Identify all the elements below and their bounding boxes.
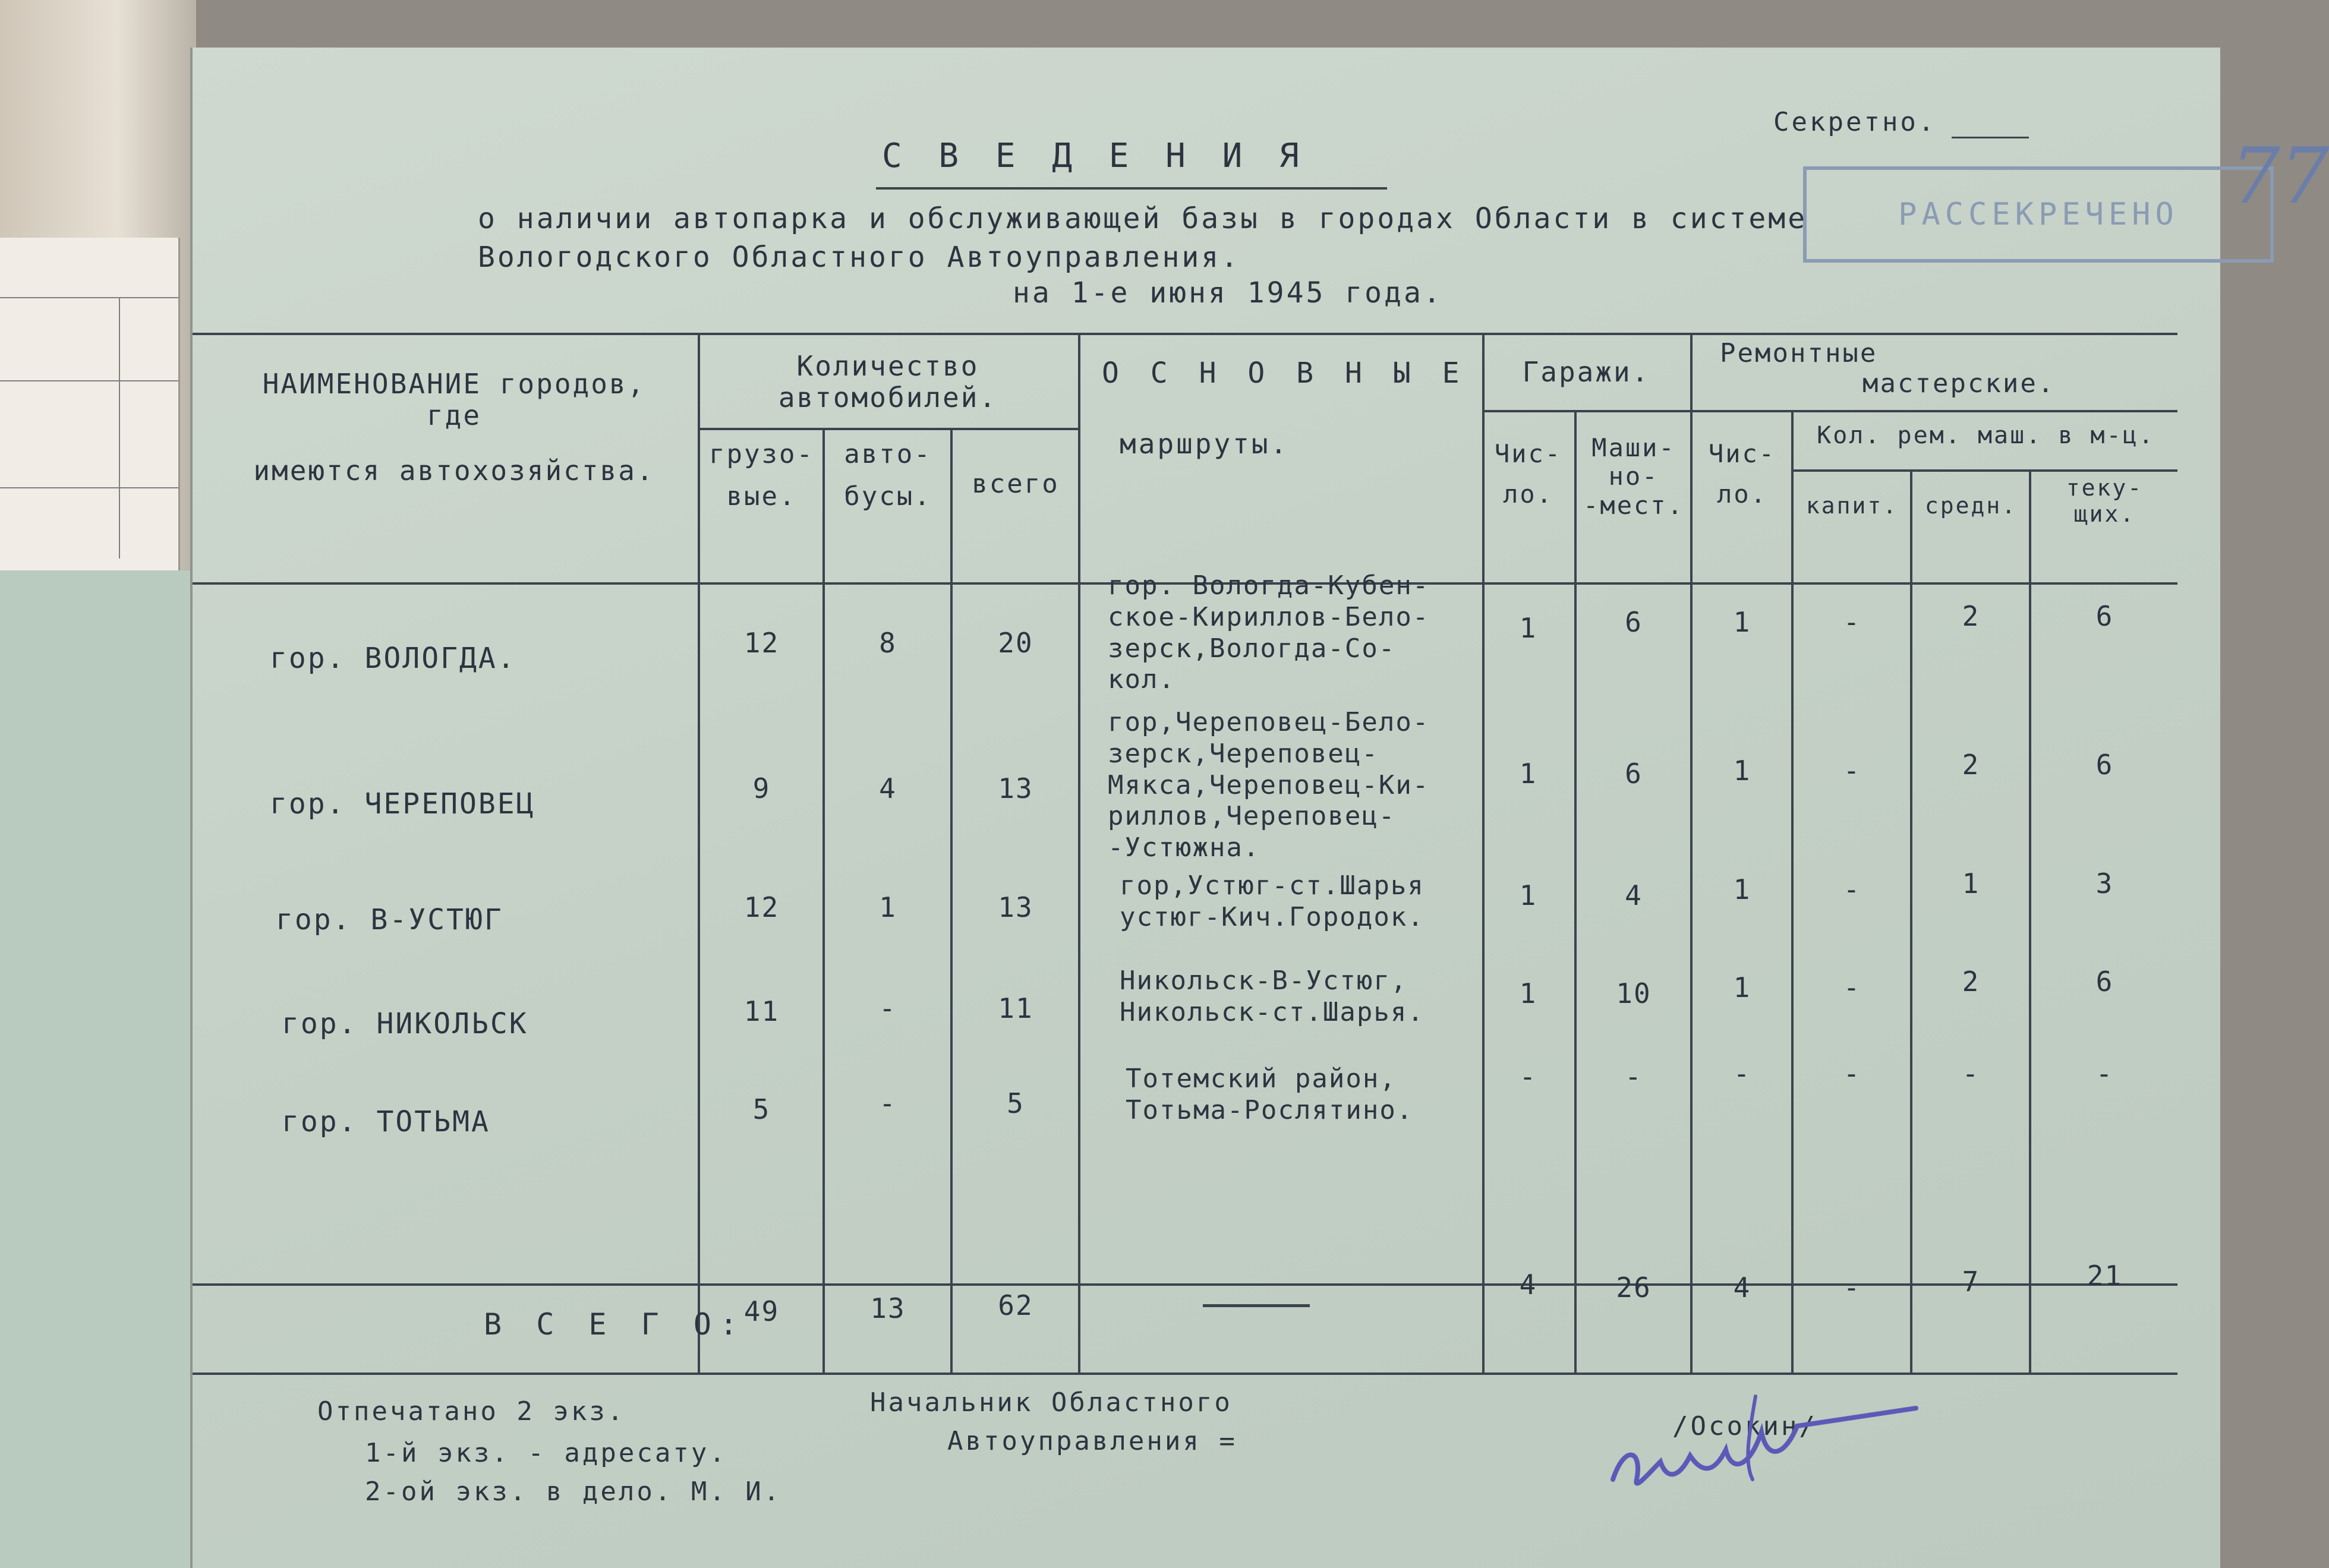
cell-medium: 2 (1962, 749, 1980, 781)
cell-garages: 1 (1519, 977, 1537, 1009)
header-repair-kinds: Кол. рем. маш. в м-ц. (1817, 422, 2155, 449)
cell-current: 6 (2095, 600, 2114, 632)
repair-subrule (1791, 469, 2177, 472)
cell-total: 11 (998, 992, 1033, 1024)
cell-medium: 2 (1962, 966, 1980, 998)
header-garage-count-line: Чис- (1494, 439, 1562, 468)
header-current-line: щих. (2073, 500, 2136, 527)
cell-routes: гор,Устюг-ст.Шарья устюг-Кич.Городок. (1120, 870, 1424, 932)
header-garage-places-line: но- (1608, 462, 1659, 491)
header-capital: капит. (1805, 493, 1899, 519)
header-repair-count-line: Чис- (1708, 439, 1776, 468)
header-garage-count-line: ло. (1503, 479, 1553, 509)
cell-places: 6 (1625, 758, 1643, 790)
col-divider (1574, 410, 1577, 1373)
cell-buses: - (879, 1087, 897, 1119)
subtitle-line-3: на 1-е июня 1945 года. (1013, 276, 1443, 310)
header-repair-count-line: ло. (1717, 479, 1767, 509)
vehicles-subrule (698, 428, 1078, 430)
header-city-line: имеются автохозяйства. (253, 454, 655, 487)
handwritten-signature (1607, 1361, 1964, 1503)
total-trucks: 49 (743, 1295, 780, 1327)
routes-total-dash (1203, 1304, 1310, 1307)
header-total: всего (972, 469, 1060, 499)
header-vehicles-line: Количество (796, 350, 979, 382)
header-repair (1696, 339, 2177, 399)
cell-current: 6 (2095, 749, 2114, 781)
col-divider (1791, 410, 1794, 1373)
city-name: гор. В-УСТЮГ (276, 903, 503, 936)
col-divider (698, 333, 700, 1373)
cell-trucks: 5 (752, 1093, 771, 1125)
cell-trucks: 9 (752, 772, 771, 804)
footer-chief-line2: Автоуправления = (947, 1426, 1237, 1456)
header-trucks (701, 440, 822, 512)
secret-label: Секретно. (1773, 107, 1937, 137)
cell-routes: Никольск-В-Устюг, Никольск-ст.Шарья. (1120, 966, 1424, 1027)
header-buses-line: бусы. (844, 481, 932, 512)
total-repair: 4 (1733, 1272, 1751, 1304)
table-rule-top (193, 333, 2177, 335)
col-divider (950, 428, 953, 1373)
cell-trucks: 12 (743, 891, 780, 923)
header-current-line: теку- (2066, 475, 2144, 501)
left-page-rule (0, 487, 178, 488)
document-title: С В Е Д Е Н И Я (882, 137, 1307, 175)
header-garage-count (1482, 440, 1574, 509)
footer-copy2: 2-ой экз. в дело. М. И. (365, 1476, 782, 1507)
cell-places: 10 (1616, 977, 1652, 1009)
city-name: гор. ВОЛОГДА. (270, 642, 516, 675)
cell-garages: - (1519, 1061, 1537, 1093)
cell-garages: 1 (1519, 612, 1537, 644)
header-repair-line: Ремонтные (1720, 338, 1878, 368)
cell-total: 13 (998, 772, 1033, 804)
col-divider (1910, 469, 1912, 1373)
subtitle-line-2: Вологодского Областного Автоуправления. (478, 241, 1241, 274)
header-vehicles-line: автомобилей. (778, 381, 998, 414)
header-garage-places (1577, 434, 1690, 520)
cell-medium: 2 (1962, 600, 1980, 632)
city-name: гор. НИКОЛЬСК (282, 1007, 528, 1040)
title-underline (876, 187, 1387, 190)
header-buses (825, 440, 950, 512)
cell-trucks: 11 (743, 995, 780, 1027)
left-page-stub (0, 238, 180, 570)
cell-total: 13 (998, 891, 1033, 923)
total-total: 62 (998, 1289, 1033, 1321)
header-routes: маршруты. (1120, 428, 1290, 460)
header-garages: Гаражи. (1522, 356, 1650, 388)
cell-repair: 1 (1733, 755, 1751, 787)
cell-capital: - (1843, 755, 1861, 787)
cell-buses: 4 (879, 772, 897, 804)
header-current (2032, 475, 2177, 527)
secret-underline (1952, 137, 2029, 138)
declassified-stamp: РАССЕКРЕЧЕНО (1803, 166, 2274, 263)
document-sheet (190, 48, 2329, 1568)
cell-garages: 1 (1519, 879, 1537, 911)
cell-repair: 1 (1733, 971, 1751, 1004)
header-trucks-line: вые. (726, 481, 797, 512)
cell-buses: 1 (879, 891, 897, 923)
left-page-rule (0, 297, 178, 298)
cell-capital: - (1843, 971, 1861, 1004)
cell-total: 5 (1007, 1087, 1025, 1119)
cell-capital: - (1843, 873, 1861, 906)
left-page-rule (119, 297, 120, 559)
col-divider (822, 428, 825, 1373)
header-garage-places-line: -мест. (1583, 490, 1684, 520)
cell-medium: - (1962, 1058, 1980, 1090)
cell-repair: 1 (1733, 873, 1751, 906)
header-trucks-line: грузо- (709, 439, 814, 469)
total-garages: 4 (1519, 1269, 1537, 1301)
cell-repair: 1 (1733, 606, 1751, 638)
cell-current: 6 (2095, 966, 2114, 998)
cell-buses: 8 (879, 627, 897, 659)
cell-places: 6 (1625, 606, 1643, 638)
header-city-line: НАИМЕНОВАНИЕ городов, (262, 368, 646, 400)
col-divider (1690, 333, 1693, 1373)
footer-chief-line1: Начальник Областного (870, 1387, 1233, 1418)
cell-routes: гор. Вологда-Кубен- ское-Кириллов-Бело- зерск,Вологда-Со- кол. (1108, 570, 1430, 695)
header-medium: средн. (1924, 493, 2018, 519)
city-name: гор. ЧЕРЕПОВЕЦ (270, 787, 535, 821)
cell-routes: гор,Череповец-Бело- зерск,Череповец- Мякса,Череповец-Ки- риллов,Череповец- -Устюжна. (1108, 707, 1430, 863)
totals-label: В С Е Г О: (484, 1307, 746, 1342)
cell-medium: 1 (1962, 867, 1980, 900)
footer-printed: Отпечатано 2 экз. (317, 1396, 626, 1427)
city-name: гор. ТОТЬМА (282, 1105, 490, 1138)
footer-copy1: 1-й экз. - адресату. (365, 1438, 727, 1468)
handwritten-page-number: 77 (2231, 131, 2329, 221)
cell-current: 3 (2095, 867, 2114, 900)
total-places: 26 (1616, 1272, 1652, 1304)
footer-signer: /Осокин/ (1672, 1411, 1817, 1441)
cell-capital: - (1843, 1058, 1861, 1090)
left-page-rule (0, 380, 178, 381)
cell-repair: - (1733, 1058, 1751, 1090)
cell-places: 4 (1625, 879, 1643, 911)
header-vehicles (701, 351, 1075, 414)
total-medium: 7 (1962, 1266, 1980, 1298)
total-current: 21 (2087, 1260, 2123, 1292)
col-divider (1078, 333, 1080, 1373)
garages-subrule (1482, 410, 2177, 412)
cell-garages: 1 (1519, 758, 1537, 790)
cell-routes: Тотемский район, Тотьма-Рослятино. (1126, 1064, 1414, 1125)
header-city-line: где (426, 399, 482, 431)
header-main: О С Н О В Н Ы Е (1102, 356, 1467, 390)
header-garage-places-line: Маши- (1591, 433, 1676, 462)
header-repair-line: мастерские. (1862, 368, 2056, 399)
cell-trucks: 12 (743, 627, 780, 659)
left-page-stub-teal (0, 570, 192, 1568)
header-city (216, 368, 692, 487)
cell-total: 20 (998, 627, 1033, 659)
total-capital: - (1843, 1272, 1861, 1304)
header-buses-line: авто- (844, 439, 932, 469)
cell-buses: - (879, 992, 897, 1024)
header-repair-count (1693, 440, 1791, 509)
col-divider (2029, 469, 2031, 1373)
cell-current: - (2095, 1058, 2114, 1090)
cell-capital: - (1843, 606, 1861, 638)
cell-places: - (1625, 1061, 1643, 1093)
subtitle-line-1: о наличии автопарка и обслуживающей базы в городах Области в системе (478, 202, 1808, 235)
total-buses: 13 (870, 1292, 906, 1324)
